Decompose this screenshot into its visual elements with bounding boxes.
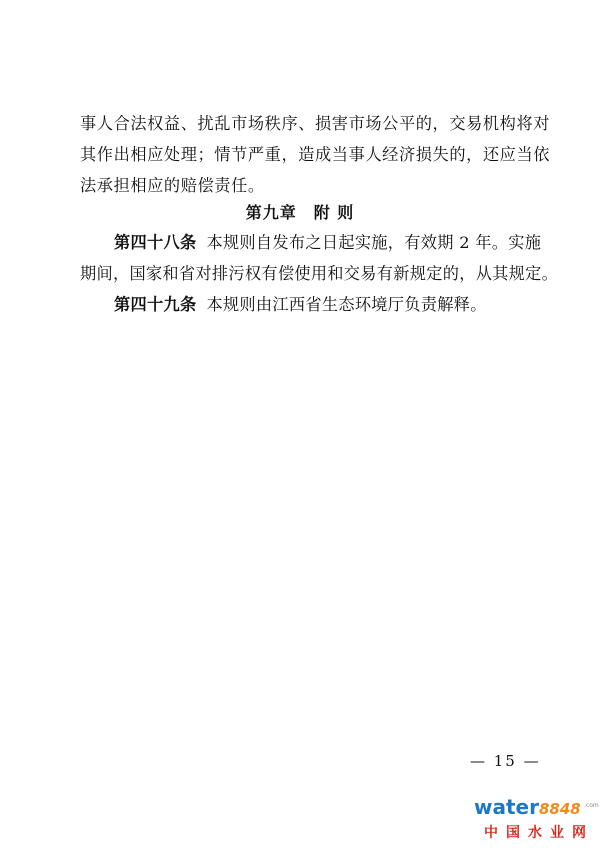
text-line: 其作出相应处理；情节严重，造成当事人经济损失的，还应当依 — [80, 145, 551, 164]
watermark-domain-suffix: .com — [584, 802, 599, 809]
article-49-line — [80, 289, 532, 320]
text-line: 事人合法权益、扰乱市场秩序、损害市场公平的，交易机构将对 — [80, 114, 551, 133]
article-48-second-line: 期间，国家和省对排污权有偿使用和交易有新规定的，从其规定。 — [80, 264, 559, 283]
text-line: 法承担相应的赔偿责任。 — [80, 176, 265, 195]
watermark-brand-number: 8848 — [538, 800, 581, 818]
article-48-first-line — [80, 227, 542, 258]
watermark-brand — [474, 796, 581, 820]
watermark-logo — [474, 796, 598, 846]
page-number: — 15 — — [470, 752, 541, 770]
paragraph-continuation — [80, 108, 551, 201]
watermark-chinese-name: 中国水业网 — [484, 825, 594, 841]
article-49-number: 第四十九条 — [114, 295, 197, 314]
article-48 — [80, 227, 559, 289]
article-48-number: 第四十八条 — [114, 233, 197, 252]
article-49-text: 本规则由江西省生态环境厅负责解释。 — [206, 295, 487, 314]
article-48-text: 本规则自发布之日起实施，有效期 2 年。实施 — [206, 233, 542, 252]
watermark-brand-word: water — [474, 795, 539, 819]
chapter-title: 第九章 附 则 — [245, 203, 355, 222]
article-49 — [80, 289, 532, 320]
